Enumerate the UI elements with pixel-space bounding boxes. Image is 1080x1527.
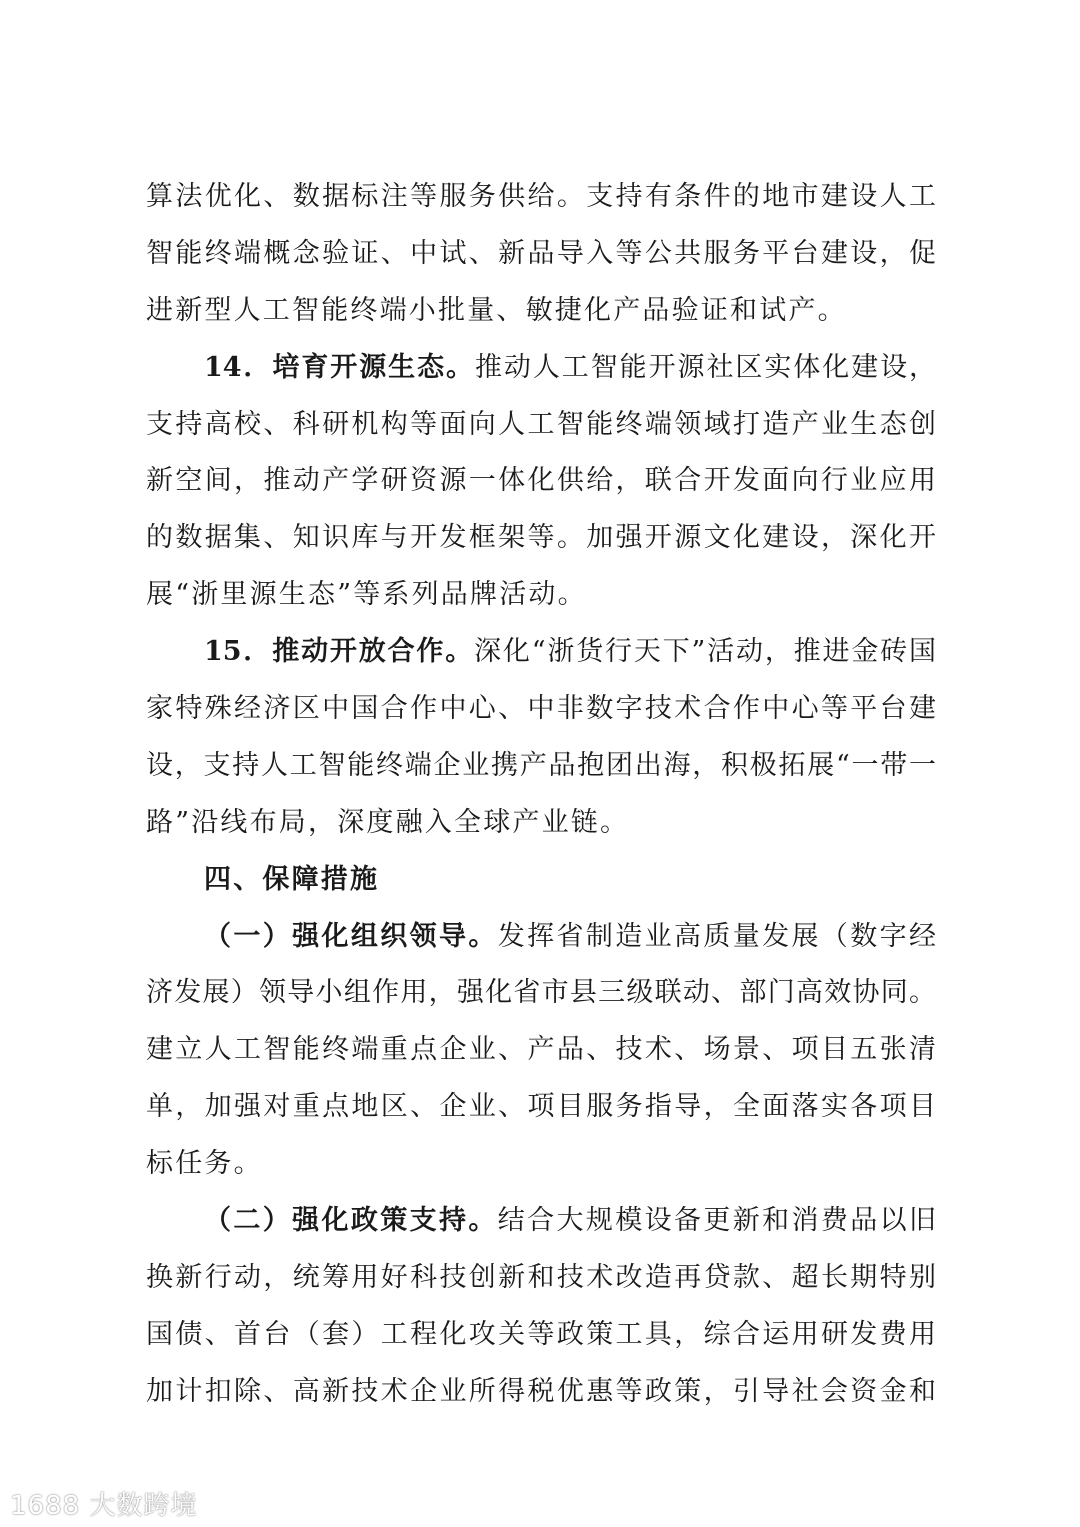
- text-line: 进新型人工智能终端小批量、敏捷化产品验证和试产。: [146, 294, 847, 326]
- text-line: 济发展）领导小组作用，强化省市县三级联动、部门高效协同。: [146, 977, 936, 1009]
- text-line: 的数据集、知识库与开发框架等。加强开源文化建设，深化开: [146, 522, 936, 554]
- text-line: 家特殊经济区中国合作中心、中非数字技术合作中心等平台建: [146, 693, 936, 725]
- text-line: 国债、首台（套）工程化攻关等政策工具，综合运用研发费用: [146, 1318, 936, 1350]
- text-line: 单，加强对重点地区、企业、项目服务指导，全面落实各项目: [146, 1091, 936, 1123]
- text-line: 标任务。: [146, 1148, 263, 1180]
- text-line: 加计扣除、高新技术企业所得税优惠等政策，引导社会资金和: [146, 1375, 936, 1407]
- section-15-heading: 15．推动开放合作。深化“浙货行天下”活动，推进金砖国: [204, 636, 937, 668]
- text-line: 算法优化、数据标注等服务供给。支持有条件的地市建设人工: [146, 181, 936, 212]
- document-body: [146, 169, 936, 1421]
- text-line: 展“浙里源生态”等系列品牌活动。: [146, 579, 587, 611]
- subsection-1-heading: （一）强化组织领导。发挥省制造业高质量发展（数字经: [204, 920, 936, 952]
- text-line: 路”沿线布局，深度融入全球产业链。: [146, 806, 630, 838]
- subsection-2-heading: （二）强化政策支持。结合大规模设备更新和消费品以旧: [204, 1205, 936, 1237]
- watermark-logo: 1688 大数跨境: [10, 1491, 198, 1521]
- text-line: 建立人工智能终端重点企业、产品、技术、场景、项目五张清: [146, 1034, 936, 1066]
- text-line: 设，支持人工智能终端企业携产品抱团出海，积极拓展“一带一: [146, 749, 936, 781]
- section-14-heading: 14．培育开源生态。推动人工智能开源社区实体化建设，: [204, 351, 936, 383]
- section-4-heading: 四、保障措施: [204, 863, 380, 895]
- text-line: 新空间，推动产学研资源一体化供给，联合开发面向行业应用: [146, 465, 936, 497]
- text-line: 换新行动，统筹用好科技创新和技术改造再贷款、超长期特别: [146, 1261, 936, 1293]
- text-line: 支持高校、科研机构等面向人工智能终端领域打造产业生态创: [146, 408, 936, 440]
- text-line: 智能终端概念验证、中试、新品导入等公共服务平台建设，促: [146, 237, 936, 269]
